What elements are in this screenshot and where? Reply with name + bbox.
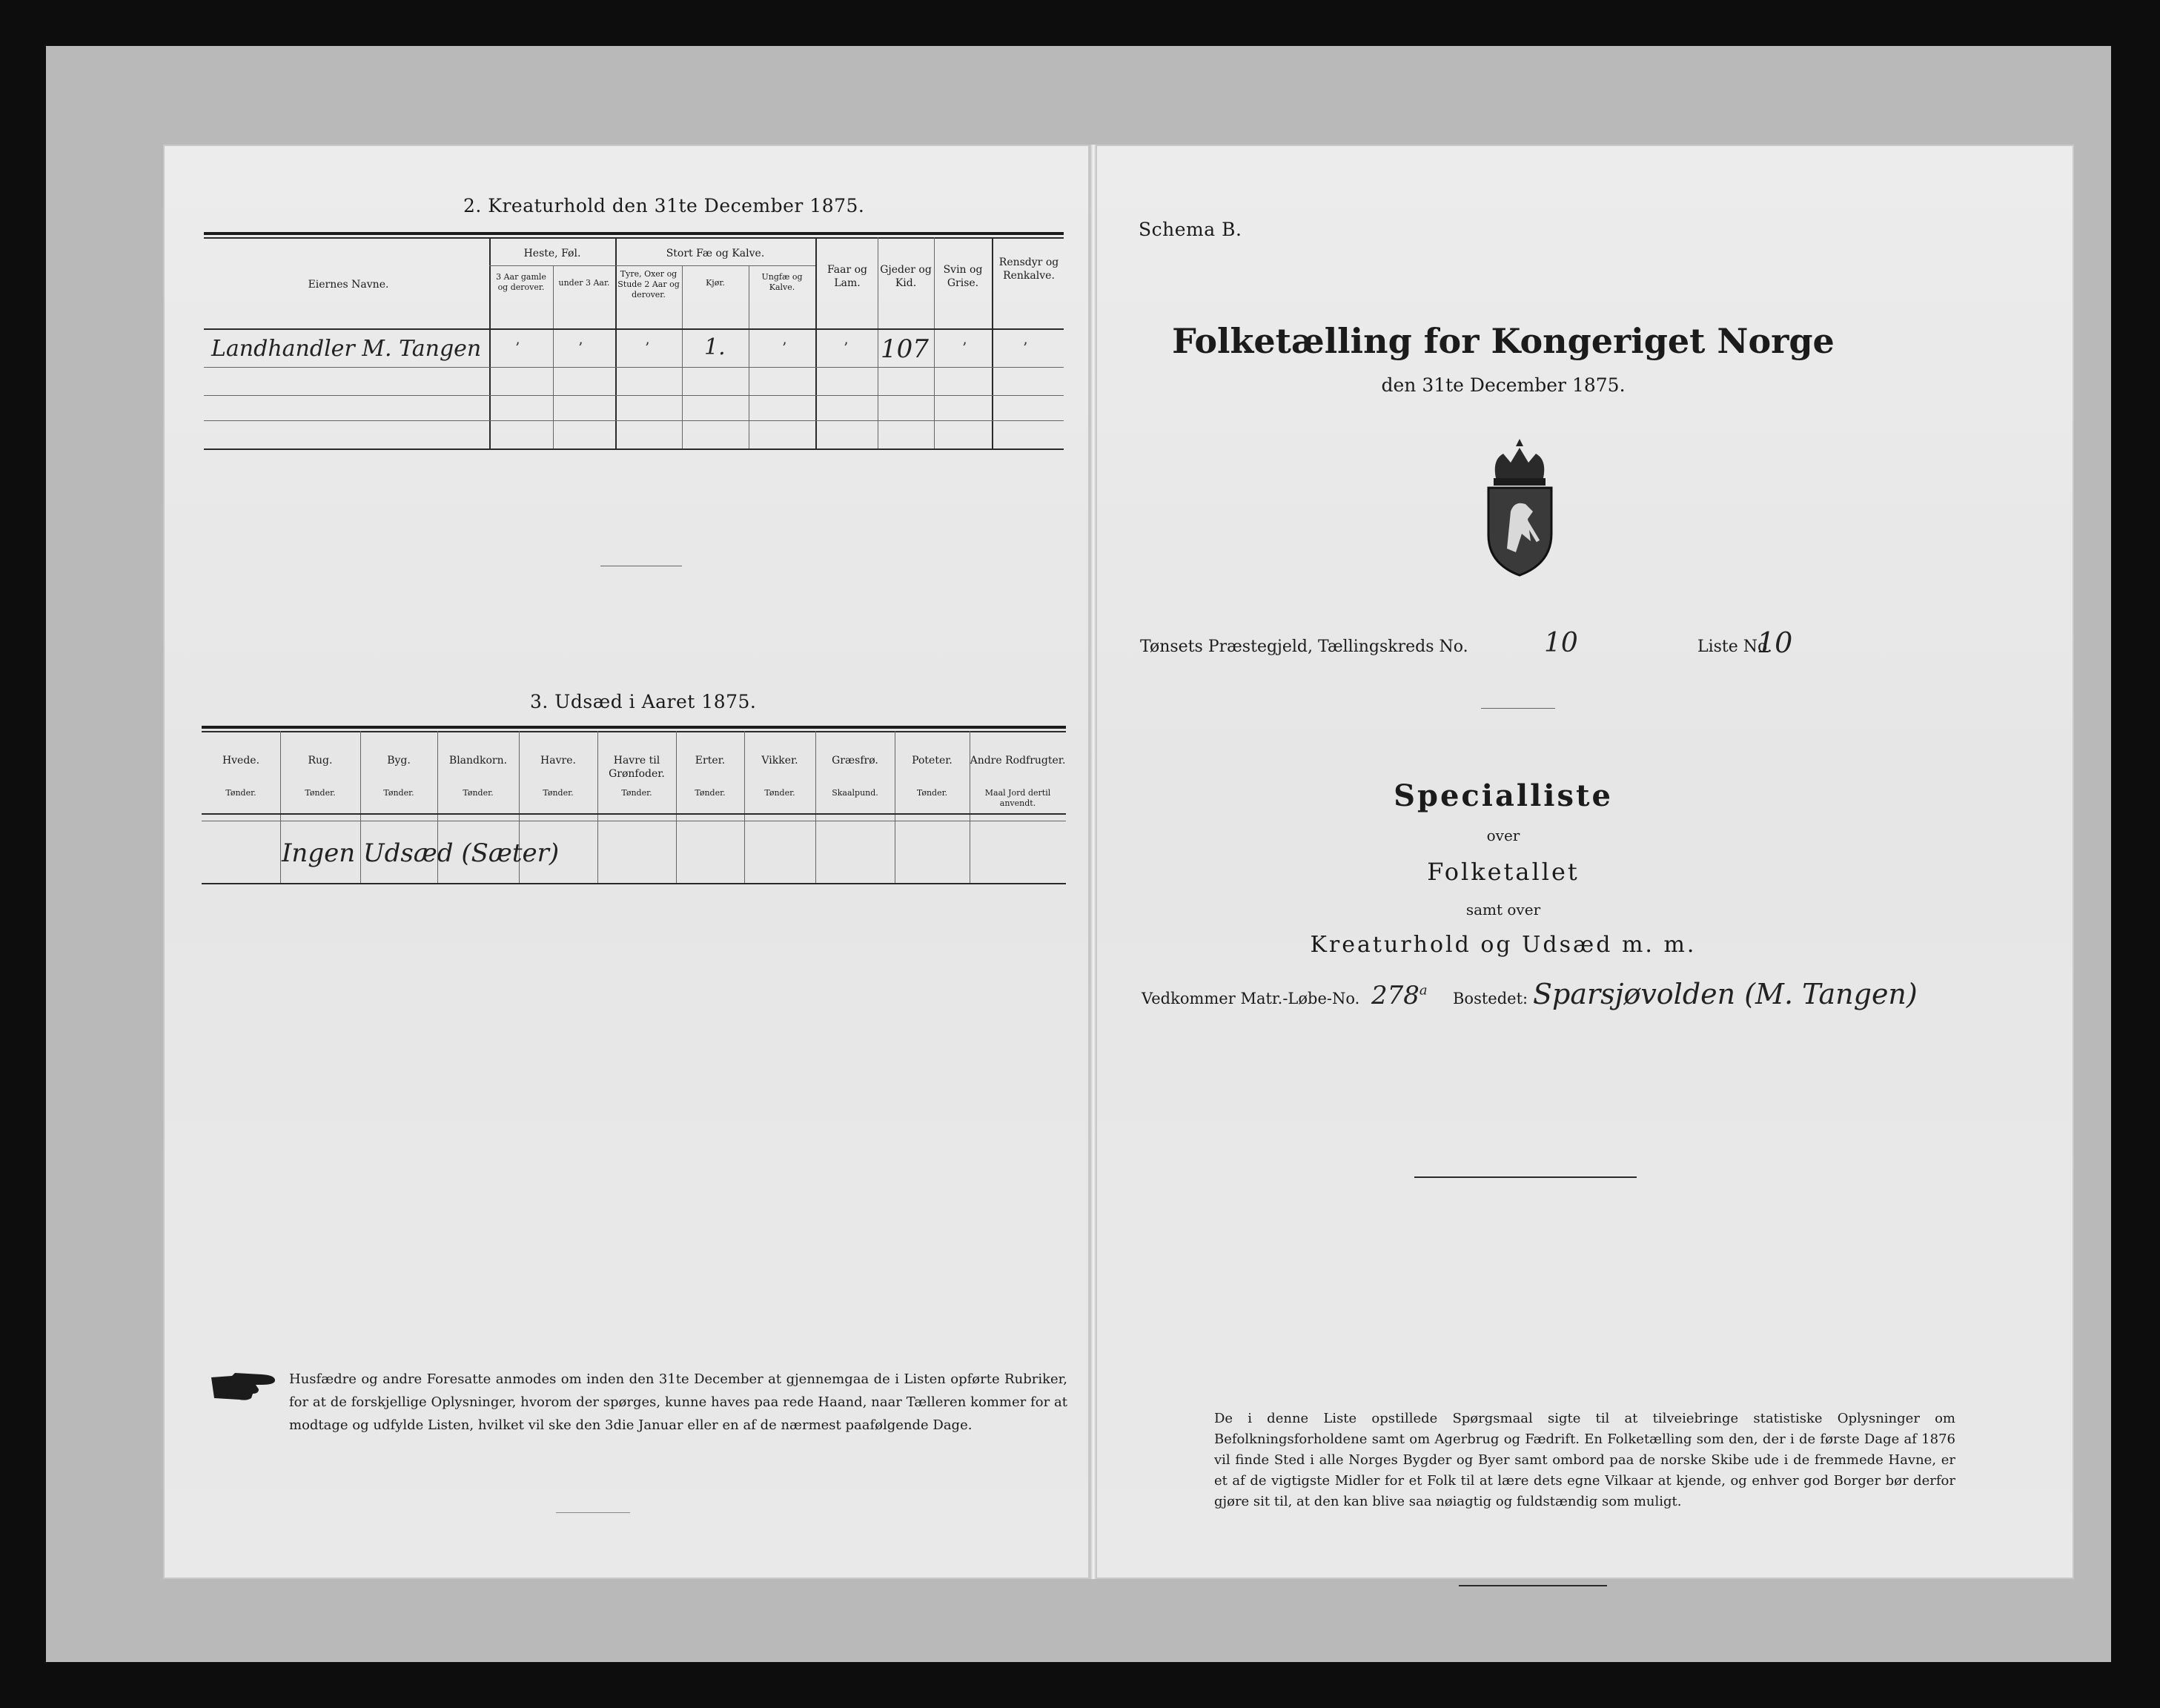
seed-header-unit: Tønder. <box>621 788 652 798</box>
seed-header-name: Græsfrø. <box>832 755 878 767</box>
separator <box>556 1512 630 1513</box>
table-rule <box>204 448 1064 450</box>
tick-mark: ’ <box>844 339 849 357</box>
seed-header-name: Andre Rodfrugter. <box>970 755 1066 767</box>
table-col-line <box>934 237 935 448</box>
table-col-line <box>489 237 491 448</box>
owner-name-handwritten: Landhandler M. Tangen <box>211 336 482 362</box>
table-rule <box>489 265 815 266</box>
table-rule <box>202 731 1066 732</box>
header-horses-young: under 3 Aar. <box>558 278 610 288</box>
header-young-cattle: Ungfæ og Kalve. <box>761 272 803 292</box>
seed-header-name: Byg. <box>387 755 411 767</box>
bostedet-label: Bostedet: <box>1453 990 1528 1007</box>
matr-no: 278$^a$ <box>1371 981 1428 1010</box>
seed-handwritten-note: Ingen Udsæd (Sæter) <box>282 838 560 868</box>
seed-header-unit: Skaalpund. <box>832 788 878 798</box>
goats-value: 107 <box>881 334 929 364</box>
notice-text: Husfædre og andre Foresatte anmodes om inden den 31te December at gjennemgaa de i Listen opførte Rubriker, for at de forskjellige Oplysninger, hvorom der spørges, kunne haves paa rede Haand, naar Tælleren kommer for at modtage og udfylde Listen, hvilket vil ske den 3die Januar eller en af de nærmest paafølgende Dage. <box>289 1371 1067 1433</box>
seed-header-name: Havre. <box>540 755 576 767</box>
section2-title: 2. Kreaturhold den 31te December 1875. <box>463 195 865 216</box>
section3-title: 3. Udsæd i Aaret 1875. <box>530 691 757 712</box>
seed-header-unit: Tønder. <box>463 788 494 798</box>
date-line: den 31te December 1875. <box>1381 374 1626 396</box>
tick-mark: ’ <box>1023 339 1028 357</box>
table-rule <box>202 883 1066 884</box>
cows-value: 1. <box>704 334 726 360</box>
district-line: Tønsets Præstegjeld, Tællingskreds No. <box>1140 638 1468 656</box>
seed-header-unit: Tønder. <box>383 788 414 798</box>
seed-header-name: Blandkorn. <box>448 755 508 767</box>
seed-header-unit: Maal Jord dertil anvendt. <box>984 788 1051 808</box>
tick-mark: ’ <box>515 339 520 357</box>
seed-header-unit: Tønder. <box>305 788 336 798</box>
header-sheep: Faar og Lam. <box>827 264 867 289</box>
seed-header-unit: Tønder. <box>543 788 574 798</box>
table-rule <box>202 726 1066 729</box>
table-rule <box>204 395 1064 396</box>
header-pigs: Svin og Grise. <box>943 264 983 289</box>
separator <box>1414 1176 1637 1178</box>
table-rule <box>204 328 1064 330</box>
tick-mark: ’ <box>578 339 583 357</box>
folketallet-title: Folketallet <box>1427 858 1580 886</box>
table-rule <box>204 367 1064 368</box>
header-cows: Kjør. <box>706 278 725 288</box>
liste-no: 10 <box>1757 626 1793 659</box>
seed-header-name: Poteter. <box>912 755 953 767</box>
header-bulls: Tyre, Oxer og Stude 2 Aar og derover. <box>617 269 680 299</box>
left-page <box>163 145 1090 1579</box>
kreaturhold-title: Kreaturhold og Udsæd m. m. <box>1310 932 1697 958</box>
seed-header-name: Hvede. <box>222 755 260 767</box>
pointing-hand-icon <box>210 1370 278 1403</box>
table-rule <box>202 813 1066 815</box>
table-rule <box>204 237 1064 239</box>
tick-mark: ’ <box>782 339 787 357</box>
liste-label: Liste No. <box>1697 638 1772 656</box>
tick-mark: ’ <box>645 339 650 357</box>
schema-label: Schema B. <box>1139 219 1242 240</box>
seed-header-unit: Tønder. <box>916 788 948 798</box>
right-page <box>1096 145 2074 1579</box>
matr-label: Vedkommer Matr.-Løbe-No. <box>1142 990 1360 1007</box>
header-owner: Eiernes Navne. <box>308 279 389 291</box>
bostedet-value: Sparsjøvolden (M. Tangen) <box>1533 978 1918 1010</box>
tick-mark: ’ <box>962 339 967 357</box>
table-rule <box>204 232 1064 235</box>
seed-header-name: Rug. <box>308 755 333 767</box>
header-reindeer: Rensdyr og Renkalve. <box>998 256 1059 282</box>
over-label: over <box>1486 827 1520 844</box>
seed-header-unit: Tønder. <box>764 788 795 798</box>
table-col-line <box>815 237 817 448</box>
seed-header-unit: Tønder. <box>695 788 726 798</box>
header-goats: Gjeder og Kid. <box>880 264 932 289</box>
seed-header-name: Vikker. <box>761 755 798 767</box>
coat-of-arms-icon <box>1477 437 1563 578</box>
specialliste-title: Specialliste <box>1394 778 1613 813</box>
header-cattle: Stort Fæ og Kalve. <box>666 248 765 259</box>
separator <box>1459 1585 1607 1586</box>
seed-header-name: Erter. <box>695 755 726 767</box>
main-title: Folketælling for Kongeriget Norge <box>1172 321 1835 361</box>
seed-header-unit: Tønder. <box>225 788 256 798</box>
table-rule <box>204 420 1064 421</box>
separator <box>1481 708 1555 709</box>
seed-header-name: Havre til Grønfoder. <box>609 755 665 780</box>
header-horses-old: 3 Aar gamle og derover. <box>496 272 546 292</box>
samt-over-label: samt over <box>1465 901 1541 918</box>
header-horses: Heste, Føl. <box>523 248 581 259</box>
info-text: De i denne Liste opstillede Spørgsmaal sigte til at tilveiebringe statistiske Oplysninger om Befolkningsforholdene samt om Agerbrug og Fædrift. En Folketælling som den, der i de første Dage af 1876 vil finde Sted i alle Norges Bygder og Byer samt ombord paa de norske Skibe ude i de fremmede Havne, er et af de vigtigste Midler for et Folk til at lære dets egne Vilkaar at kjende, og enhver god Borger bør derfor gjøre sit til, at den kan blive saa nøiagtig og fuldstændig som muligt. <box>1214 1411 1955 1509</box>
district-no: 10 <box>1544 628 1578 658</box>
